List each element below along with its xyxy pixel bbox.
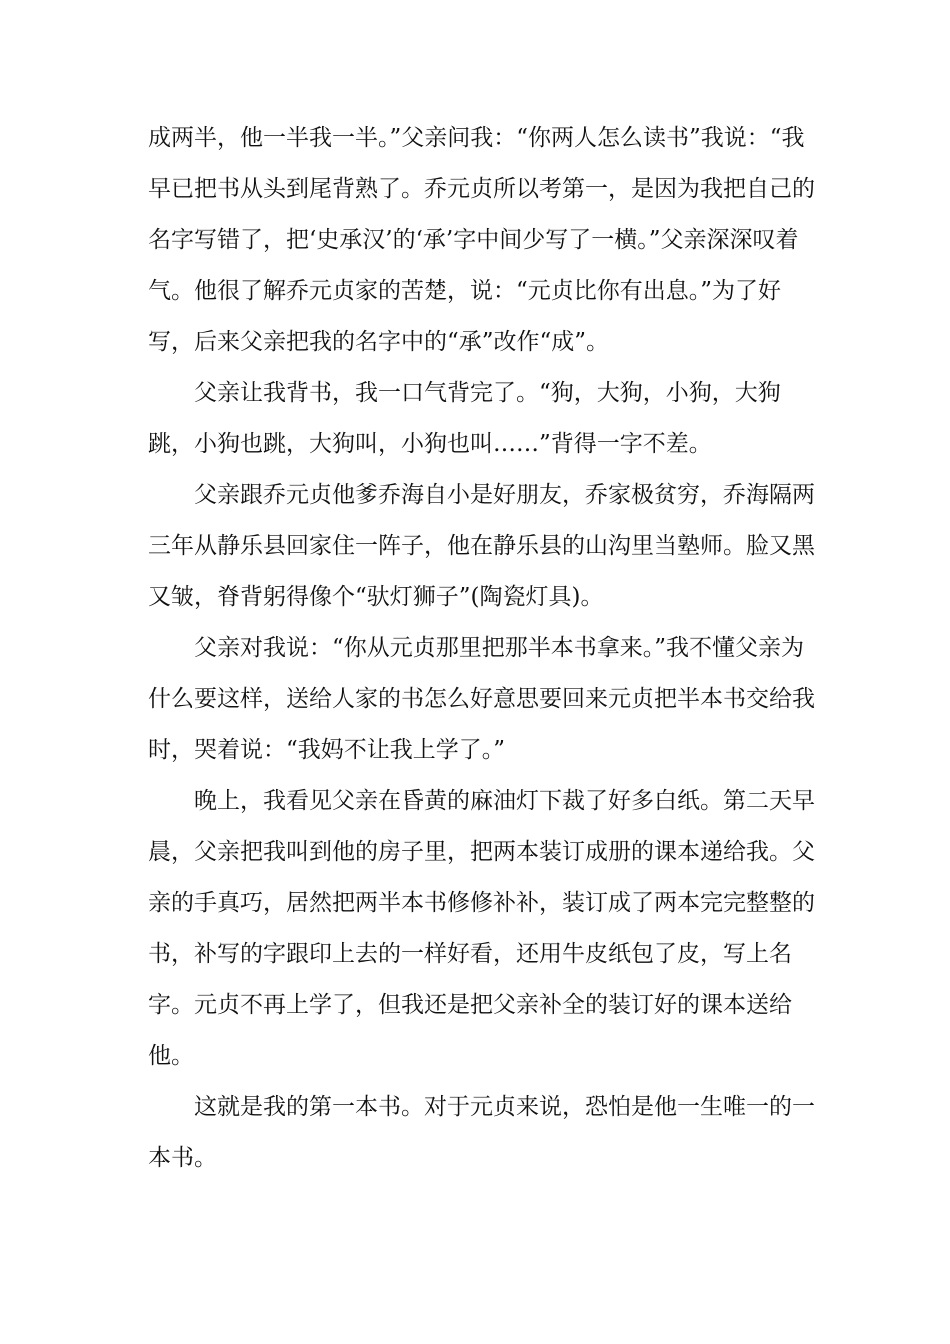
body-text bbox=[148, 113, 815, 1184]
text-line: 名字写错了，把‘史承汉’的‘承’字中间少写了一横。”父亲深深叹着 bbox=[148, 227, 799, 253]
text-line: 书，补写的字跟印上去的一样好看，还用牛皮纸包了皮，写上名 bbox=[148, 941, 792, 967]
text-line: 早已把书从头到尾背熟了。乔元贞所以考第一，是因为我把自己的 bbox=[148, 176, 815, 202]
text-line: 父亲让我背书，我一口气背完了。“狗，大狗，小狗，大狗 bbox=[194, 380, 781, 406]
text-line: 晨，父亲把我叫到他的房子里，把两本装订成册的课本递给我。父 bbox=[148, 839, 815, 865]
text-line: 本书。 bbox=[148, 1145, 217, 1171]
text-line: 父亲跟乔元贞他爹乔海自小是好朋友，乔家极贫穷，乔海隔两 bbox=[194, 482, 815, 508]
text-line: 又皱，脊背躬得像个“驮灯狮子”(陶瓷灯具)。 bbox=[148, 584, 604, 610]
text-line: 三年从静乐县回家住一阵子，他在静乐县的山沟里当塾师。脸又黑 bbox=[148, 533, 815, 559]
text-line: 亲的手真巧，居然把两半本书修修补补，装订成了两本完完整整的 bbox=[148, 890, 815, 916]
text-line: 写，后来父亲把我的名字中的“承”改作“成”。 bbox=[148, 329, 610, 355]
text-line: 父亲对我说：“你从元贞那里把那半本书拿来。”我不懂父亲为 bbox=[194, 635, 805, 661]
text-line: 字。元贞不再上学了，但我还是把父亲补全的装订好的课本送给 bbox=[148, 992, 792, 1018]
text-line: 成两半，他一半我一半。”父亲问我：“你两人怎么读书”我说：“我 bbox=[148, 125, 805, 151]
text-line: 他。 bbox=[148, 1043, 194, 1069]
text-line: 跳，小狗也跳，大狗叫，小狗也叫……”背得一字不差。 bbox=[148, 431, 712, 457]
text-line: 时，哭着说：“我妈不让我上学了。” bbox=[148, 737, 506, 763]
text-line: 这就是我的第一本书。对于元贞来说，恐怕是他一生唯一的一 bbox=[194, 1094, 815, 1120]
text-line: 气。他很了解乔元贞家的苦楚，说：“元贞比你有出息。”为了好 bbox=[148, 278, 782, 304]
text-line: 什么要这样，送给人家的书怎么好意思要回来元贞把半本书交给我 bbox=[148, 686, 815, 712]
text-line: 晚上，我看见父亲在昏黄的麻油灯下裁了好多白纸。第二天早 bbox=[194, 788, 815, 814]
